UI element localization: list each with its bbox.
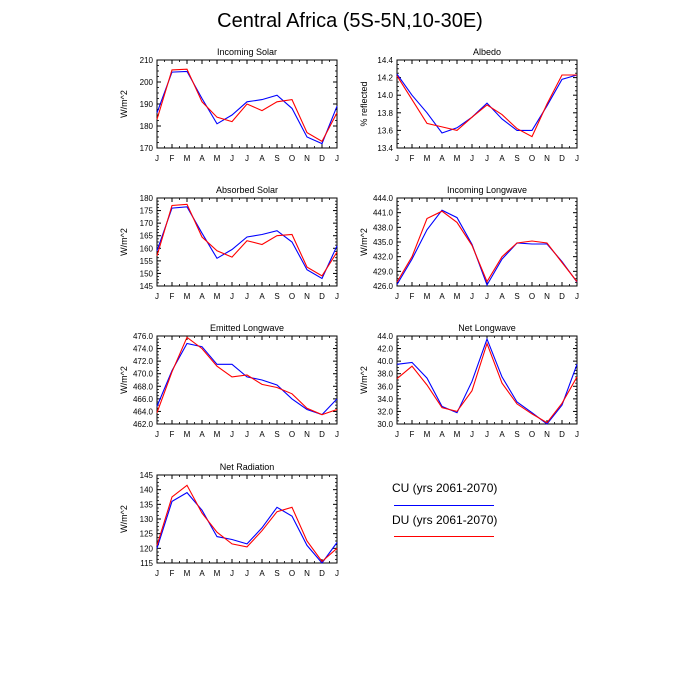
x-tick-label: J: [575, 292, 579, 301]
x-tick-label: O: [288, 292, 296, 301]
series-line-du: [397, 75, 577, 137]
x-tick-label: J: [230, 430, 234, 439]
x-tick-label: N: [304, 430, 310, 439]
y-tick-label: 115: [140, 559, 153, 568]
legend-line-du: [394, 536, 494, 537]
series-line-du: [397, 211, 577, 282]
x-tick-label: S: [514, 292, 520, 301]
series-line-du: [157, 69, 337, 141]
series-line-cu: [397, 74, 577, 133]
x-tick-label: J: [470, 292, 474, 301]
x-tick-label: F: [409, 154, 415, 163]
series-line-du: [157, 204, 337, 276]
x-tick-label: A: [199, 430, 205, 439]
x-tick-label: N: [544, 430, 550, 439]
y-tick-label: 32.0: [377, 407, 393, 417]
y-tick-label: 125: [139, 529, 153, 539]
y-tick-label: 14.2: [377, 73, 393, 83]
x-tick-label: A: [439, 292, 445, 301]
y-axis-label: W/m^2: [359, 228, 369, 256]
y-tick-label: 130: [139, 515, 153, 524]
y-axis-label: W/m^2: [119, 505, 129, 533]
x-tick-label: D: [319, 569, 325, 578]
x-tick-label: A: [499, 154, 505, 163]
x-tick-label: O: [528, 430, 536, 439]
x-tick-label: M: [213, 569, 221, 578]
x-tick-label: A: [499, 292, 505, 301]
x-tick-label: S: [274, 154, 280, 163]
plot-frame: [397, 198, 577, 286]
y-axis-label: W/m^2: [119, 366, 129, 394]
x-tick-label: M: [453, 154, 461, 163]
y-tick-label: 175: [139, 206, 153, 216]
x-tick-label: S: [274, 430, 280, 439]
x-tick-label: J: [245, 154, 249, 163]
chart-panel: [359, 47, 579, 163]
x-tick-label: J: [245, 569, 249, 578]
panel-title: Emitted Longwave: [209, 323, 285, 333]
x-tick-label: M: [183, 430, 191, 439]
x-tick-label: A: [259, 569, 265, 578]
x-tick-label: M: [213, 430, 221, 439]
series-line-du: [397, 344, 577, 423]
x-tick-label: J: [155, 430, 159, 439]
y-axis-label: W/m^2: [119, 90, 129, 118]
x-tick-label: J: [485, 154, 489, 163]
y-tick-label: 13.8: [377, 108, 393, 118]
y-tick-label: 210: [139, 56, 153, 65]
x-tick-label: D: [319, 154, 325, 163]
plot-frame: [397, 60, 577, 148]
x-tick-label: F: [409, 430, 415, 439]
chart-panel: [119, 462, 339, 578]
x-tick-label: M: [183, 154, 191, 163]
x-tick-label: F: [169, 569, 175, 578]
series-line-cu: [157, 71, 337, 143]
y-axis-label: % reflected: [359, 81, 369, 127]
figure-title: Central Africa (5S-5N,10-30E): [217, 10, 483, 32]
legend-line-cu: [394, 505, 494, 506]
y-tick-label: 150: [139, 269, 153, 279]
x-tick-label: M: [183, 569, 191, 578]
x-tick-label: J: [155, 292, 159, 301]
x-tick-label: A: [199, 292, 205, 301]
x-tick-label: J: [230, 569, 234, 578]
x-tick-label: A: [259, 154, 265, 163]
x-tick-label: J: [230, 154, 234, 163]
x-tick-label: J: [245, 430, 249, 439]
x-tick-label: D: [559, 292, 565, 301]
x-tick-label: J: [335, 292, 339, 301]
x-tick-label: A: [259, 430, 265, 439]
x-tick-label: J: [155, 154, 159, 163]
x-tick-label: A: [259, 292, 265, 301]
y-tick-label: 441.0: [372, 208, 393, 218]
x-tick-label: J: [485, 292, 489, 301]
x-tick-label: S: [274, 569, 280, 578]
y-tick-label: 462.0: [132, 420, 153, 429]
x-tick-label: S: [274, 292, 280, 301]
y-tick-label: 145: [139, 471, 153, 480]
x-tick-label: O: [288, 430, 296, 439]
series-line-du: [157, 485, 337, 561]
y-tick-label: 190: [139, 100, 153, 109]
y-tick-label: 180: [139, 122, 153, 131]
y-tick-label: 444.0: [372, 194, 393, 203]
panel-title: Albedo: [472, 47, 502, 57]
panel-title: Incoming Solar: [216, 47, 278, 57]
y-tick-label: 472.0: [132, 357, 153, 367]
y-tick-label: 474.0: [132, 344, 153, 354]
x-tick-label: J: [395, 292, 399, 301]
x-tick-label: F: [169, 154, 175, 163]
x-tick-label: A: [199, 569, 205, 578]
x-tick-label: O: [288, 569, 296, 578]
x-tick-label: J: [470, 430, 474, 439]
series-line-cu: [157, 344, 337, 415]
x-tick-label: O: [288, 154, 296, 163]
panel-title: Net Longwave: [458, 323, 516, 333]
x-tick-label: D: [559, 430, 565, 439]
x-tick-label: M: [213, 154, 221, 163]
y-tick-label: 165: [139, 231, 153, 241]
y-tick-label: 135: [139, 500, 153, 510]
chart-panel: [359, 323, 579, 439]
y-tick-label: 426.0: [372, 282, 393, 291]
x-tick-label: S: [514, 430, 520, 439]
x-tick-label: O: [528, 292, 536, 301]
y-tick-label: 44.0: [377, 332, 393, 341]
x-tick-label: M: [453, 430, 461, 439]
x-tick-label: J: [470, 154, 474, 163]
x-tick-label: A: [439, 154, 445, 163]
y-tick-label: 170: [139, 219, 153, 229]
x-tick-label: J: [395, 430, 399, 439]
x-tick-label: J: [155, 569, 159, 578]
x-tick-label: M: [423, 292, 431, 301]
x-tick-label: J: [485, 430, 489, 439]
x-tick-label: N: [304, 569, 310, 578]
y-tick-label: 38.0: [377, 369, 393, 379]
x-tick-label: J: [335, 569, 339, 578]
x-tick-label: M: [213, 292, 221, 301]
x-tick-label: A: [199, 154, 205, 163]
x-tick-label: A: [439, 430, 445, 439]
y-tick-label: 140: [139, 485, 153, 495]
y-tick-label: 464.0: [132, 407, 153, 417]
x-tick-label: N: [304, 154, 310, 163]
y-tick-label: 14.0: [377, 91, 393, 101]
y-tick-label: 13.4: [377, 144, 393, 153]
y-tick-label: 30.0: [377, 420, 393, 429]
y-tick-label: 200: [139, 78, 153, 87]
x-tick-label: M: [423, 154, 431, 163]
panel-title: Net Radiation: [219, 462, 275, 472]
y-tick-label: 155: [139, 256, 153, 266]
x-tick-label: J: [575, 154, 579, 163]
plot-frame: [157, 198, 337, 286]
legend-label-cu: CU (yrs 2061-2070): [392, 481, 498, 495]
x-tick-label: J: [335, 430, 339, 439]
y-tick-label: 438.0: [372, 223, 393, 233]
y-tick-label: 120: [139, 544, 153, 554]
y-tick-label: 180: [139, 194, 153, 203]
x-tick-label: O: [528, 154, 536, 163]
x-tick-label: D: [319, 292, 325, 301]
x-tick-label: N: [304, 292, 310, 301]
x-tick-label: F: [409, 292, 415, 301]
x-tick-label: N: [544, 292, 550, 301]
chart-panel: [119, 323, 339, 439]
y-tick-label: 429.0: [372, 267, 393, 277]
x-tick-label: M: [453, 292, 461, 301]
x-tick-label: A: [499, 430, 505, 439]
y-tick-label: 40.0: [377, 357, 393, 367]
x-tick-label: M: [423, 430, 431, 439]
chart-panel: [119, 47, 339, 163]
chart-panel: [119, 185, 339, 301]
x-tick-label: D: [559, 154, 565, 163]
y-tick-label: 466.0: [132, 394, 153, 404]
x-tick-label: S: [514, 154, 520, 163]
y-tick-label: 145: [139, 282, 153, 291]
y-tick-label: 476.0: [132, 332, 153, 341]
x-tick-label: N: [544, 154, 550, 163]
x-tick-label: J: [575, 430, 579, 439]
y-tick-label: 468.0: [132, 382, 153, 392]
x-tick-label: J: [245, 292, 249, 301]
y-axis-label: W/m^2: [119, 228, 129, 256]
series-line-cu: [157, 493, 337, 563]
x-tick-label: D: [319, 430, 325, 439]
x-tick-label: M: [183, 292, 191, 301]
y-tick-label: 432.0: [372, 252, 393, 262]
y-tick-label: 42.0: [377, 344, 393, 354]
y-tick-label: 435.0: [372, 238, 393, 247]
y-tick-label: 160: [139, 244, 153, 254]
y-tick-label: 34.0: [377, 394, 393, 404]
x-tick-label: J: [230, 292, 234, 301]
y-axis-label: W/m^2: [359, 366, 369, 394]
x-tick-label: F: [169, 430, 175, 439]
y-tick-label: 36.0: [377, 382, 393, 392]
y-tick-label: 14.4: [377, 56, 393, 65]
plot-frame: [397, 336, 577, 424]
y-tick-label: 170: [139, 144, 153, 153]
x-tick-label: J: [395, 154, 399, 163]
y-tick-label: 13.6: [377, 126, 393, 136]
y-tick-label: 470.0: [132, 369, 153, 379]
legend-label-du: DU (yrs 2061-2070): [392, 513, 498, 527]
panel-title: Incoming Longwave: [446, 185, 528, 195]
chart-panel: [359, 185, 579, 301]
series-line-cu: [157, 207, 337, 279]
x-tick-label: F: [169, 292, 175, 301]
panel-title: Absorbed Solar: [215, 185, 279, 195]
x-tick-label: J: [335, 154, 339, 163]
